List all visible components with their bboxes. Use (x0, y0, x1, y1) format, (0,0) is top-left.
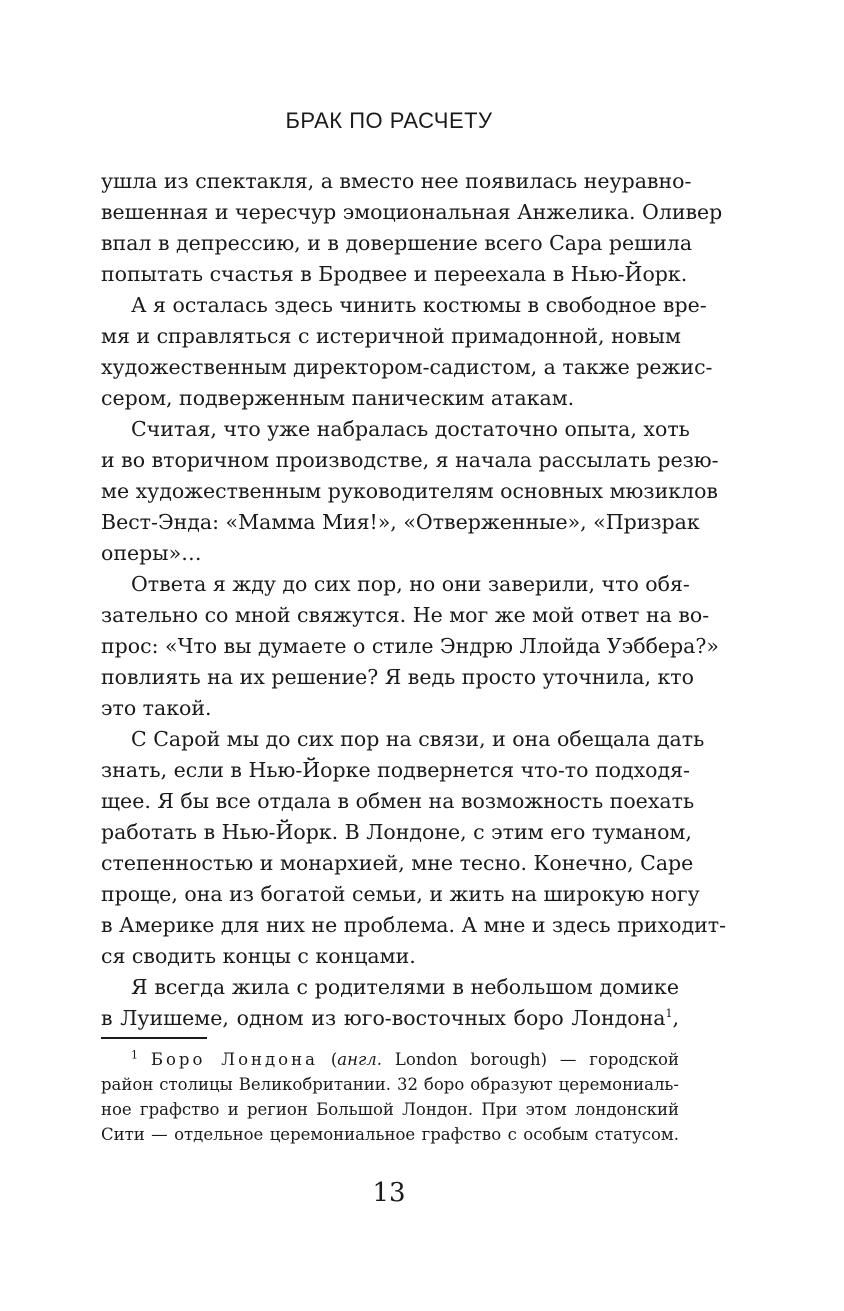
footnote-term: Боро Лондона (150, 1050, 318, 1069)
text-line: щее. Я бы все отдала в обмен на возможность поехать (101, 789, 695, 813)
footnote-number: 1 (131, 1048, 138, 1062)
text-line: это такой. (101, 696, 212, 720)
text-line (101, 1003, 679, 1034)
paragraph-4 (101, 569, 719, 724)
running-header: БРАК ПО РАСЧЕТУ (285, 108, 493, 133)
text-segment: , (672, 1006, 679, 1030)
paragraph-3 (101, 414, 719, 569)
text-line: оперы»… (101, 541, 202, 565)
text-line: мя и справляться с истеричной примадонной, новым (101, 324, 681, 348)
text-line: Я всегда жила с родителями в небольшом домике (131, 975, 679, 999)
text-line: попытать счастья в Бродвее и переехала в Нью-Йорк. (101, 262, 688, 286)
text-line: Ответа я жду до сих пор, но они заверили, что обя- (131, 572, 690, 596)
text-line: ме художественным руководителям основных мюзиклов (101, 479, 718, 503)
footnote-line (101, 1047, 679, 1072)
footnote-line: район столицы Великобритании. 32 боро образуют церемониаль- (101, 1075, 679, 1094)
text-line: прос: «Что вы думаете о стиле Эндрю Ллойда Уэббера?» (101, 634, 719, 658)
text-line: вешенная и чересчур эмоциональная Анжелика. Оливер (101, 200, 723, 224)
text-line: и во вторичном производстве, я начала рассылать резю- (101, 448, 719, 472)
text-line: впал в депрессию, и в довершение всего Сара решила (101, 231, 693, 255)
paragraph-5 (101, 724, 727, 972)
text-line: художественным директором-садистом, а также режис- (101, 355, 713, 379)
footnotes (101, 1047, 679, 1147)
text-line: ушла из спектакля, а вместо нее появилась неуравно- (101, 169, 692, 193)
page-number: 13 (372, 1178, 406, 1208)
text-line: С Сарой мы до сих пор на связи, и она обещала дать (131, 727, 705, 751)
text-line: степенностью и монархией, мне тесно. Конечно, Саре (101, 851, 694, 875)
footnote-line: Сити — отдельное церемониальное графство с особым статусом. (101, 1125, 679, 1144)
paragraph-2 (101, 290, 713, 414)
text-line: повлиять на их решение? Я ведь просто уточнила, кто (101, 665, 694, 689)
text-line: зательно со мной свяжутся. Не мог же мой ответ на во- (101, 603, 710, 627)
text-line: ся сводить концы с концами. (101, 944, 416, 968)
paragraph-1 (101, 166, 723, 290)
text-line: в Америке для них не проблема. А мне и здесь приходит- (101, 913, 727, 937)
text-line: знать, если в Нью-Йорке подвернется что-то подходя- (101, 758, 690, 782)
footnote-line: ное графство и регион Большой Лондон. При этом лондонский (101, 1100, 679, 1119)
text-line: А я осталась здесь чинить костюмы в свободное вре- (131, 293, 707, 317)
footnote-divider (101, 1037, 207, 1039)
text-line: Считая, что уже набралась достаточно опыта, хоть (131, 417, 690, 441)
footnote-mark[interactable]: 1 (665, 1007, 673, 1021)
page-body (101, 166, 727, 1034)
text-line: Вест-Энда: «Мамма Мия!», «Отверженные», «Призрак (101, 510, 700, 534)
text-line: работать в Нью-Йорк. В Лондоне, с этим его туманом, (101, 820, 692, 844)
footnote-text: London borough) — городской (394, 1050, 679, 1069)
text-segment: в Луишеме, одном из юго-восточных боро Лондона (101, 1006, 666, 1030)
text-line: сером, подверженным паническим атакам. (101, 386, 575, 410)
paren: ( (330, 1050, 338, 1069)
footnote-lang: англ. (337, 1050, 383, 1069)
paragraph-6 (101, 972, 679, 1034)
text-line: проще, она из богатой семьи, и жить на широкую ногу (101, 882, 700, 906)
